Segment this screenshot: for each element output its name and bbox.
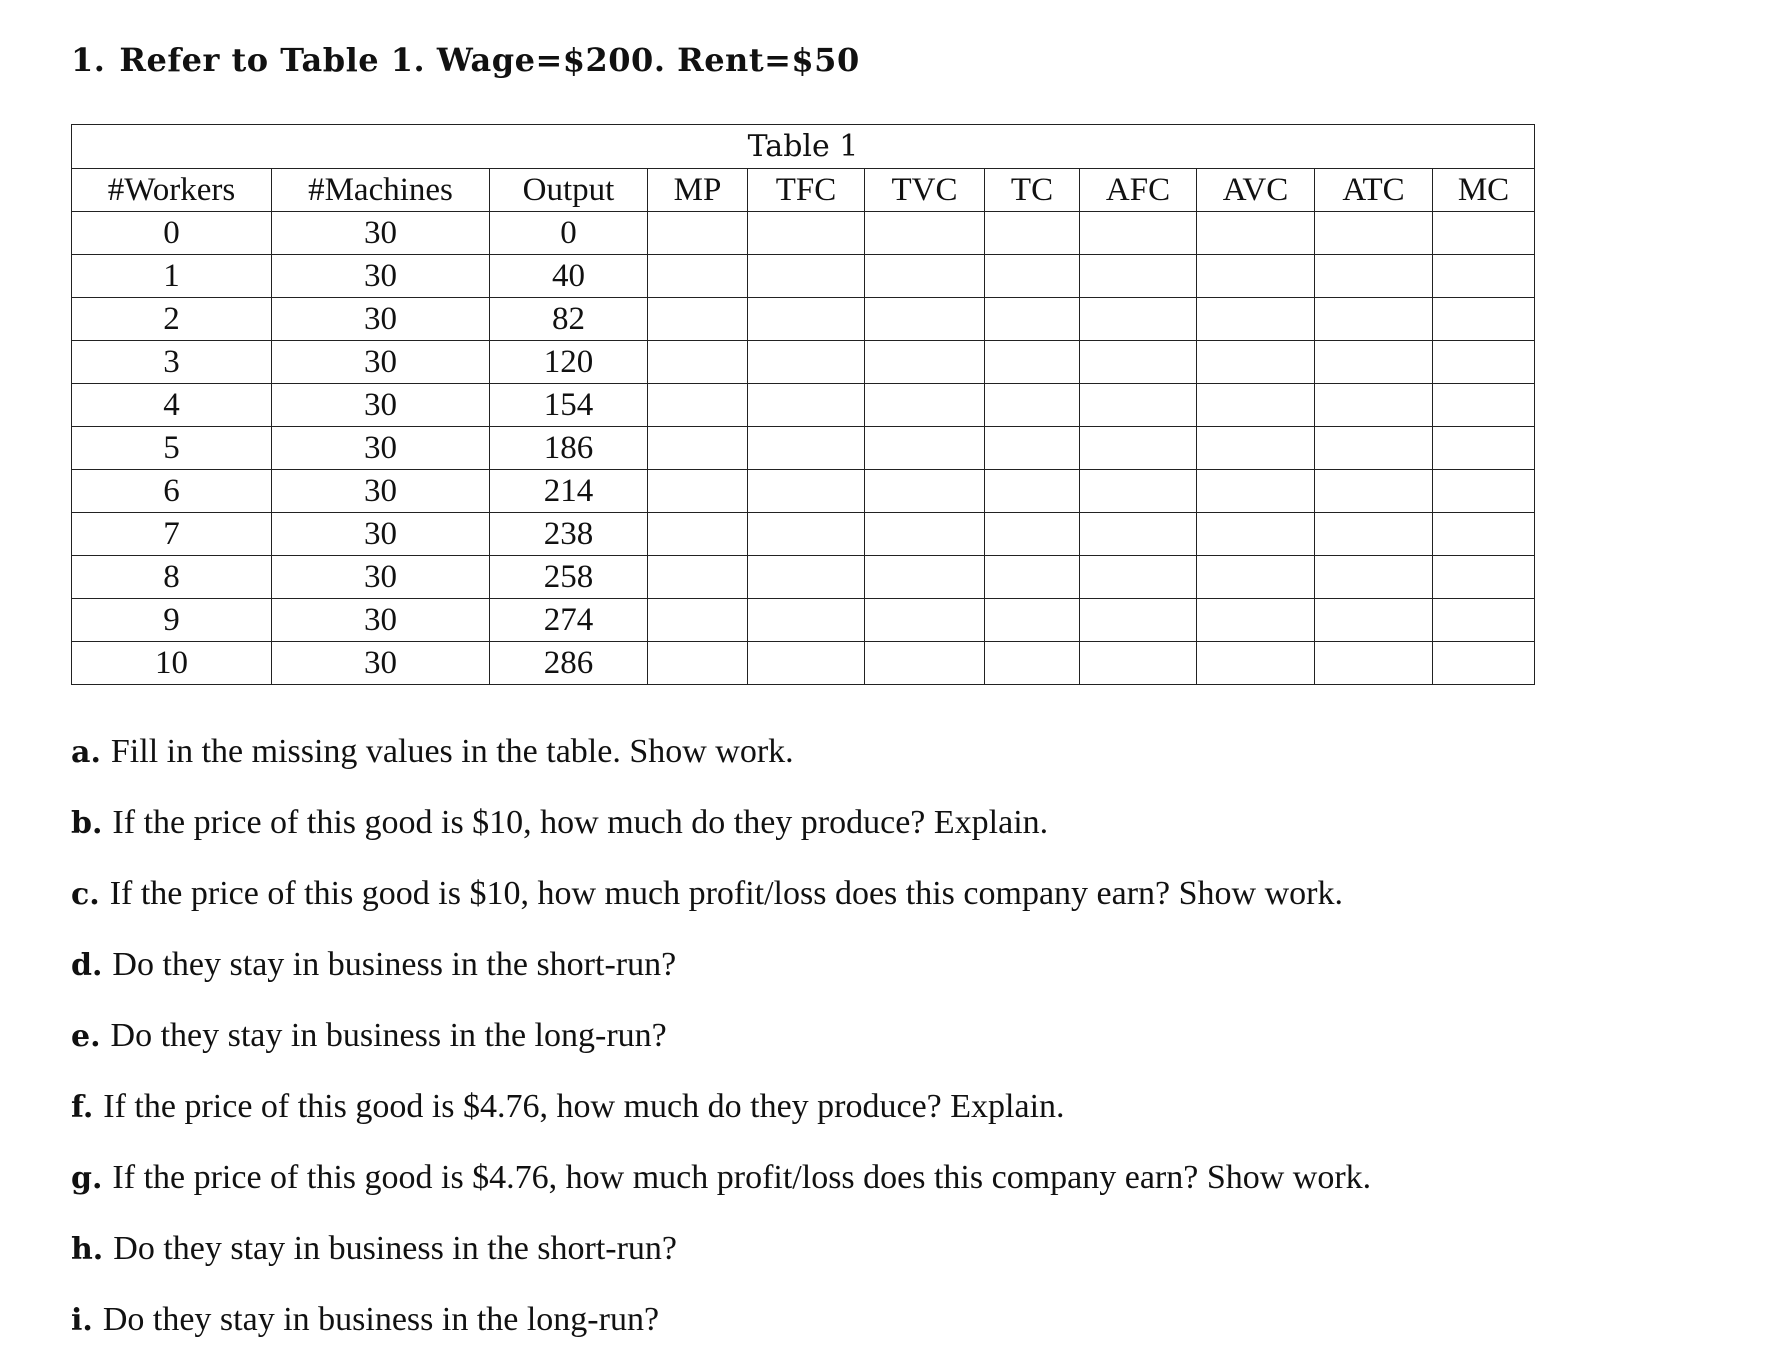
question-item bbox=[71, 872, 1371, 943]
table-caption: Table 1 bbox=[72, 125, 1535, 169]
table-cell-empty bbox=[1315, 255, 1433, 298]
table-header-row bbox=[72, 169, 1535, 212]
table-cell-empty bbox=[865, 298, 985, 341]
table-body bbox=[72, 212, 1535, 685]
table-cell: 4 bbox=[72, 384, 272, 427]
table-cell: 0 bbox=[72, 212, 272, 255]
table-cell-empty bbox=[865, 255, 985, 298]
table-cell: 120 bbox=[490, 341, 648, 384]
table-cell-empty bbox=[1433, 384, 1535, 427]
table-cell: 1 bbox=[72, 255, 272, 298]
table-cell: 30 bbox=[272, 255, 490, 298]
table-cell-empty bbox=[748, 298, 865, 341]
problem-number: 1. bbox=[71, 41, 106, 79]
table-cell: 214 bbox=[490, 470, 648, 513]
table-cell-empty bbox=[748, 384, 865, 427]
table-cell-empty bbox=[1080, 556, 1197, 599]
table-cell-empty bbox=[1197, 642, 1315, 685]
table-cell-empty bbox=[1080, 642, 1197, 685]
table-cell-empty bbox=[1080, 298, 1197, 341]
table-cell-empty bbox=[748, 427, 865, 470]
table-cell-empty bbox=[1433, 556, 1535, 599]
table-cell: 30 bbox=[272, 212, 490, 255]
table-cell: 6 bbox=[72, 470, 272, 513]
question-text: If the price of this good is $4.76, how much do they produce? Explain. bbox=[103, 1088, 1065, 1125]
table-row bbox=[72, 556, 1535, 599]
column-header: ATC bbox=[1315, 169, 1433, 212]
question-text: If the price of this good is $4.76, how much profit/loss does this company earn? Show work. bbox=[112, 1159, 1372, 1196]
table-cell-empty bbox=[1315, 427, 1433, 470]
table-cell-empty bbox=[865, 642, 985, 685]
table-row bbox=[72, 212, 1535, 255]
table-cell-empty bbox=[748, 255, 865, 298]
table-cell: 30 bbox=[272, 642, 490, 685]
table-cell-empty bbox=[748, 556, 865, 599]
table-cell-empty bbox=[1433, 599, 1535, 642]
table-cell-empty bbox=[648, 599, 748, 642]
table-cell: 30 bbox=[272, 384, 490, 427]
document-page bbox=[71, 40, 1721, 1338]
question-item bbox=[71, 730, 1371, 801]
table-cell-empty bbox=[1315, 556, 1433, 599]
column-header: MP bbox=[648, 169, 748, 212]
table-cell-empty bbox=[1197, 384, 1315, 427]
table-row bbox=[72, 513, 1535, 556]
question-text: Do they stay in business in the short-run? bbox=[112, 946, 677, 983]
table-cell: 3 bbox=[72, 341, 272, 384]
table-cell-empty bbox=[748, 212, 865, 255]
table-row bbox=[72, 470, 1535, 513]
table-cell: 258 bbox=[490, 556, 648, 599]
table-cell-empty bbox=[865, 341, 985, 384]
table-cell-empty bbox=[985, 212, 1080, 255]
table-cell-empty bbox=[1080, 470, 1197, 513]
table-cell-empty bbox=[865, 513, 985, 556]
table-cell-empty bbox=[748, 341, 865, 384]
table-cell-empty bbox=[865, 470, 985, 513]
table-cell-empty bbox=[1080, 384, 1197, 427]
table-cell-empty bbox=[985, 427, 1080, 470]
table-cell-empty bbox=[648, 384, 748, 427]
table-cell-empty bbox=[1080, 599, 1197, 642]
problem-heading bbox=[71, 40, 1721, 80]
table-cell: 5 bbox=[72, 427, 272, 470]
question-item bbox=[71, 1014, 1371, 1085]
table-cell-empty bbox=[1433, 255, 1535, 298]
question-item bbox=[71, 1298, 1371, 1369]
table-cell-empty bbox=[648, 212, 748, 255]
table-cell-empty bbox=[1433, 513, 1535, 556]
table-cell: 7 bbox=[72, 513, 272, 556]
column-header: AVC bbox=[1197, 169, 1315, 212]
table-cell-empty bbox=[648, 470, 748, 513]
table-cell: 30 bbox=[272, 470, 490, 513]
table-cell-empty bbox=[648, 642, 748, 685]
table-cell: 30 bbox=[272, 513, 490, 556]
table-row bbox=[72, 341, 1535, 384]
table-cell-empty bbox=[985, 513, 1080, 556]
table-cell-empty bbox=[985, 298, 1080, 341]
table-cell-empty bbox=[648, 513, 748, 556]
table-cell-empty bbox=[1080, 513, 1197, 556]
table-cell-empty bbox=[648, 427, 748, 470]
table-cell-empty bbox=[1315, 513, 1433, 556]
table-cell: 154 bbox=[490, 384, 648, 427]
table-cell-empty bbox=[1315, 212, 1433, 255]
cost-table bbox=[71, 124, 1535, 685]
column-header: TVC bbox=[865, 169, 985, 212]
question-letter: b. bbox=[71, 806, 103, 841]
table-cell: 286 bbox=[490, 642, 648, 685]
problem-heading-text: Refer to Table 1. Wage=$200. Rent=$50 bbox=[119, 41, 860, 79]
table-cell-empty bbox=[1080, 341, 1197, 384]
table-cell-empty bbox=[865, 212, 985, 255]
question-text: If the price of this good is $10, how much profit/loss does this company earn? Show work. bbox=[109, 875, 1343, 912]
table-cell-empty bbox=[1197, 255, 1315, 298]
table-cell-empty bbox=[1080, 212, 1197, 255]
table-cell-empty bbox=[1315, 599, 1433, 642]
table-cell-empty bbox=[1433, 642, 1535, 685]
table-cell: 10 bbox=[72, 642, 272, 685]
table-cell-empty bbox=[1433, 212, 1535, 255]
table-cell: 30 bbox=[272, 599, 490, 642]
table-cell-empty bbox=[865, 427, 985, 470]
question-text: Do they stay in business in the long-run? bbox=[102, 1301, 660, 1338]
table-cell-empty bbox=[1433, 427, 1535, 470]
table-cell-empty bbox=[1197, 427, 1315, 470]
table-cell-empty bbox=[1315, 341, 1433, 384]
table-cell-empty bbox=[748, 470, 865, 513]
column-header: #Workers bbox=[72, 169, 272, 212]
table-cell-empty bbox=[985, 642, 1080, 685]
table-cell-empty bbox=[1080, 255, 1197, 298]
question-letter: h. bbox=[71, 1232, 104, 1267]
question-list bbox=[71, 730, 1371, 1369]
column-header: TFC bbox=[748, 169, 865, 212]
table-cell-empty bbox=[1197, 341, 1315, 384]
table-cell: 2 bbox=[72, 298, 272, 341]
table-cell-empty bbox=[1315, 298, 1433, 341]
table-cell: 0 bbox=[490, 212, 648, 255]
question-item bbox=[71, 1085, 1371, 1156]
column-header: TC bbox=[985, 169, 1080, 212]
question-letter: a. bbox=[71, 735, 101, 770]
table-cell-empty bbox=[748, 599, 865, 642]
table-cell: 40 bbox=[490, 255, 648, 298]
question-letter: i. bbox=[71, 1303, 93, 1338]
table-cell-empty bbox=[1315, 384, 1433, 427]
table-cell: 8 bbox=[72, 556, 272, 599]
table-cell: 9 bbox=[72, 599, 272, 642]
question-item bbox=[71, 1227, 1371, 1298]
question-text: Fill in the missing values in the table. Show work. bbox=[110, 733, 794, 770]
question-letter: c. bbox=[71, 877, 100, 912]
table-cell: 30 bbox=[272, 298, 490, 341]
table-cell-empty bbox=[985, 255, 1080, 298]
table-cell: 274 bbox=[490, 599, 648, 642]
table-cell-empty bbox=[865, 599, 985, 642]
table-cell-empty bbox=[985, 599, 1080, 642]
table-cell-empty bbox=[985, 556, 1080, 599]
question-text: If the price of this good is $10, how much do they produce? Explain. bbox=[112, 804, 1049, 841]
table-cell-empty bbox=[1315, 470, 1433, 513]
table-row bbox=[72, 255, 1535, 298]
table-cell-empty bbox=[648, 298, 748, 341]
table-cell-empty bbox=[1080, 427, 1197, 470]
table-cell: 186 bbox=[490, 427, 648, 470]
table-cell: 30 bbox=[272, 341, 490, 384]
table-cell-empty bbox=[1433, 298, 1535, 341]
table-cell-empty bbox=[1433, 470, 1535, 513]
question-text: Do they stay in business in the long-run? bbox=[110, 1017, 667, 1054]
table-cell-empty bbox=[648, 556, 748, 599]
table-cell-empty bbox=[648, 341, 748, 384]
question-letter: g. bbox=[71, 1161, 103, 1196]
table-cell: 30 bbox=[272, 556, 490, 599]
table-row bbox=[72, 599, 1535, 642]
table-cell-empty bbox=[1197, 513, 1315, 556]
question-item bbox=[71, 1156, 1371, 1227]
question-text: Do they stay in business in the short-run? bbox=[113, 1230, 678, 1267]
question-letter: f. bbox=[71, 1090, 94, 1125]
table-cell-empty bbox=[985, 341, 1080, 384]
table-cell-empty bbox=[1197, 212, 1315, 255]
table-cell-empty bbox=[865, 556, 985, 599]
table-cell-empty bbox=[1197, 556, 1315, 599]
table-row bbox=[72, 642, 1535, 685]
table-row bbox=[72, 427, 1535, 470]
question-item bbox=[71, 943, 1371, 1014]
table-cell-empty bbox=[1197, 298, 1315, 341]
table-cell: 30 bbox=[272, 427, 490, 470]
table-cell-empty bbox=[648, 255, 748, 298]
table-row bbox=[72, 298, 1535, 341]
column-header: MC bbox=[1433, 169, 1535, 212]
question-item bbox=[71, 801, 1371, 872]
table-cell: 238 bbox=[490, 513, 648, 556]
question-letter: d. bbox=[71, 948, 103, 983]
table-cell-empty bbox=[748, 513, 865, 556]
column-header: #Machines bbox=[272, 169, 490, 212]
table-cell-empty bbox=[985, 470, 1080, 513]
table-cell-empty bbox=[1315, 642, 1433, 685]
table-cell-empty bbox=[1197, 470, 1315, 513]
table-cell: 82 bbox=[490, 298, 648, 341]
column-header: AFC bbox=[1080, 169, 1197, 212]
column-header: Output bbox=[490, 169, 648, 212]
table-cell-empty bbox=[748, 642, 865, 685]
question-letter: e. bbox=[71, 1019, 101, 1054]
table-cell-empty bbox=[865, 384, 985, 427]
table-row bbox=[72, 384, 1535, 427]
table-cell-empty bbox=[985, 384, 1080, 427]
table-cell-empty bbox=[1197, 599, 1315, 642]
table-cell-empty bbox=[1433, 341, 1535, 384]
